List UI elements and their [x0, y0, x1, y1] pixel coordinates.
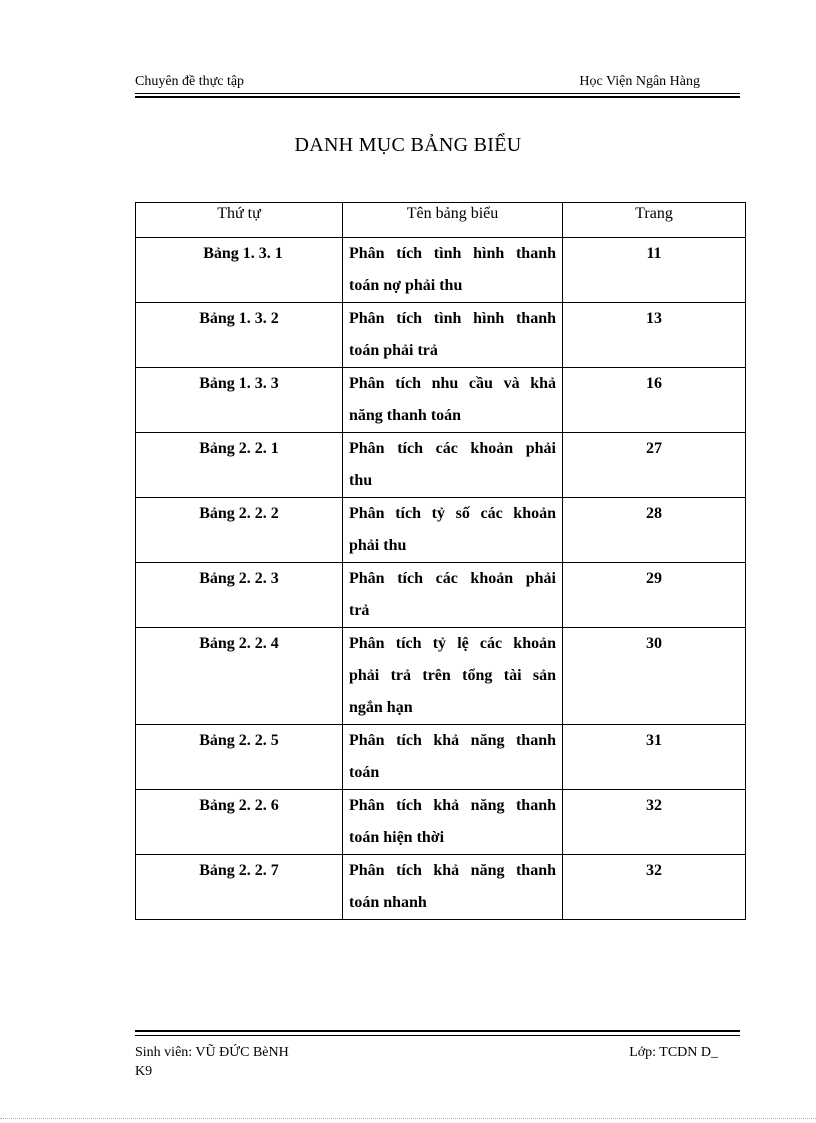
table-page-number: 11 [563, 238, 746, 303]
page-header [135, 72, 740, 92]
footer-student: Sinh viên: VŨ ĐỨC BèNH [135, 1045, 289, 1060]
table-of-tables [135, 202, 746, 920]
table-page-number: 16 [563, 368, 746, 433]
table-title-cell [343, 628, 563, 725]
header-left-text: Chuyên đề thực tập [135, 74, 245, 89]
table-title-cell [343, 368, 563, 433]
table-title-line: Phân tích khả năng thanh [349, 862, 556, 879]
table-title-line: phải trả trên tổng tài sản [349, 667, 556, 684]
table-title-line: phải thu [349, 537, 407, 554]
table-title-line: Phân tích tình hình thanh [349, 310, 556, 327]
table-title-line: trả [349, 602, 370, 619]
table-id: Bảng 2. 2. 6 [136, 790, 343, 855]
table-title-cell [343, 433, 563, 498]
table-title-cell [343, 855, 563, 920]
table-title-line: thu [349, 472, 373, 489]
header-rule-thick [135, 96, 740, 98]
table-title-line: toán [349, 764, 380, 781]
table-title-cell [343, 498, 563, 563]
table-row [136, 855, 746, 920]
table-title-line: Phân tích các khoản phải [349, 570, 556, 587]
table-row [136, 563, 746, 628]
table-title-line: toán hiện thời [349, 829, 445, 846]
footer-rule-thin [135, 1035, 740, 1036]
table-title-cell [343, 303, 563, 368]
table-title-line: Phân tích các khoản phải [349, 440, 556, 457]
table-row [136, 303, 746, 368]
table-title-cell [343, 725, 563, 790]
table-title-line: Phân tích khả năng thanh [349, 797, 556, 814]
table-row [136, 433, 746, 498]
page-bottom-dotted-line [0, 1118, 816, 1120]
table-id: Bảng 1. 3. 1 [136, 238, 343, 303]
table-page-number: 30 [563, 628, 746, 725]
column-header-page: Trang [563, 203, 746, 238]
table-title-cell [343, 563, 563, 628]
table-id: Bảng 2. 2. 2 [136, 498, 343, 563]
table-page-number: 32 [563, 855, 746, 920]
table-row [136, 725, 746, 790]
table-id: Bảng 2. 2. 4 [136, 628, 343, 725]
table-page-number: 29 [563, 563, 746, 628]
page-title: DANH MỤC BẢNG BIỂU [294, 134, 522, 156]
column-header-order: Thứ tự [136, 203, 343, 238]
table-title-line: Phân tích tỷ lệ các khoản [349, 635, 556, 652]
table-id: Bảng 2. 2. 3 [136, 563, 343, 628]
footer-student-wrap: K9 [135, 1064, 153, 1079]
header-right-text: Học Viện Ngân Hàng [579, 74, 700, 89]
table-title-cell [343, 238, 563, 303]
table-id: Bảng 1. 3. 2 [136, 303, 343, 368]
table-id: Bảng 2. 2. 7 [136, 855, 343, 920]
table-page-number: 28 [563, 498, 746, 563]
table-id: Bảng 2. 2. 5 [136, 725, 343, 790]
header-rule-thin [135, 93, 740, 94]
table-title-line: Phân tích tình hình thanh [349, 245, 556, 262]
table-page-number: 31 [563, 725, 746, 790]
table-row [136, 498, 746, 563]
table-title-line: Phân tích tỷ số các khoản [349, 505, 556, 522]
table-row [136, 790, 746, 855]
table-row [136, 628, 746, 725]
table-page-number: 13 [563, 303, 746, 368]
table-page-number: 32 [563, 790, 746, 855]
table-title-line: năng thanh toán [349, 407, 462, 424]
table-row [136, 238, 746, 303]
table-title-line: ngắn hạn [349, 699, 413, 716]
footer-rule-thick [135, 1030, 740, 1032]
table-header-row [136, 203, 746, 238]
column-header-name: Tên bảng biểu [343, 203, 563, 238]
table-title-cell [343, 790, 563, 855]
table-row [136, 368, 746, 433]
table-body [136, 238, 746, 920]
table-title-line: Phân tích nhu cầu và khả [349, 375, 556, 392]
table-id: Bảng 1. 3. 3 [136, 368, 343, 433]
table-title-line: toán nhanh [349, 894, 427, 911]
table-id: Bảng 2. 2. 1 [136, 433, 343, 498]
table-title-line: Phân tích khả năng thanh [349, 732, 556, 749]
footer-class: Lớp: TCDN D_ [629, 1045, 718, 1060]
table-page-number: 27 [563, 433, 746, 498]
table-title-line: toán nợ phải thu [349, 277, 463, 294]
table-title-line: toán phải trả [349, 342, 438, 359]
